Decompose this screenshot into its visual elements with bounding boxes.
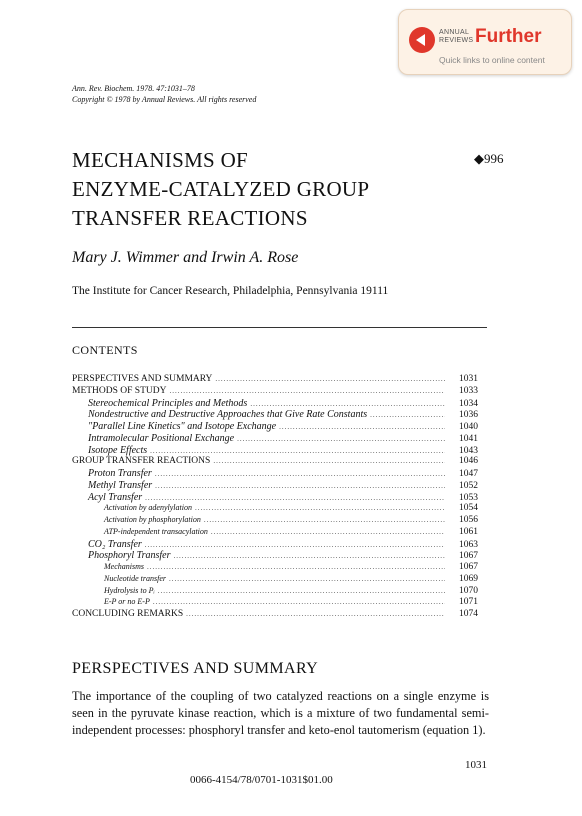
- toc-entry-page: 1036: [459, 410, 478, 421]
- toc-entry-page: 1034: [459, 398, 478, 409]
- toc-leader-dots: [250, 400, 445, 408]
- page-number: 1031: [465, 759, 487, 771]
- toc-entry[interactable]: [72, 527, 487, 539]
- toc-entry-label: Proton Transfer: [88, 468, 152, 479]
- toc-entry-label: Activation by adenylylation: [104, 503, 192, 513]
- toc-entry-page: 1031: [459, 374, 478, 384]
- footer-code: 0066-4154/78/0701-1031$01.00: [190, 774, 333, 786]
- toc-leader-dots: [370, 411, 445, 419]
- toc-entry-page: 1052: [459, 480, 478, 491]
- brand-line-2: REVIEWS: [439, 37, 474, 44]
- toc-leader-dots: [158, 587, 445, 595]
- toc-entry-label: Isotope Effects: [88, 444, 148, 456]
- journal-header: [72, 83, 256, 105]
- article-title: [72, 146, 432, 233]
- toc-entry[interactable]: [72, 492, 487, 504]
- toc-entry[interactable]: [72, 515, 487, 527]
- toc-entry-label: Activation by phosphorylation: [104, 515, 201, 524]
- toc-leader-dots: [237, 435, 445, 443]
- toc-entry[interactable]: [72, 597, 487, 609]
- toc-entry-label: GROUP TRANSFER REACTIONS: [72, 456, 211, 467]
- toc-entry[interactable]: [72, 433, 487, 445]
- toc-entry-label: Nucleotide transfer: [104, 573, 166, 583]
- toc-entry[interactable]: [72, 609, 487, 621]
- citation: Ann. Rev. Biochem. 1978. 47:1031–78: [72, 84, 195, 93]
- toc-entry-label: Phosphoryl Transfer: [88, 550, 171, 562]
- toc-leader-dots: [145, 494, 445, 502]
- toc-entry[interactable]: [72, 562, 487, 574]
- toc-entry-page: 1063: [459, 539, 478, 550]
- toc-entry[interactable]: [72, 374, 487, 386]
- divider: [72, 327, 487, 328]
- table-of-contents: [72, 374, 487, 621]
- toc-leader-dots: [153, 598, 445, 606]
- toc-entry-page: 1070: [459, 585, 478, 596]
- toc-entry-label: Stereochemical Principles and Methods: [88, 397, 248, 409]
- toc-entry-page: 1047: [459, 469, 478, 479]
- toc-leader-dots: [213, 457, 445, 465]
- toc-entry-page: 1046: [459, 456, 478, 467]
- toc-entry-page: 1041: [459, 433, 478, 444]
- toc-leader-dots: [204, 516, 445, 524]
- toc-entry[interactable]: [72, 539, 487, 551]
- toc-entry-page: 1067: [459, 551, 478, 562]
- toc-entry-label: "Parallel Line Kinetics" and Isotope Exchange: [88, 421, 277, 432]
- toc-entry[interactable]: [72, 480, 487, 492]
- toc-entry[interactable]: [72, 421, 487, 433]
- article-number: ◆996: [474, 151, 504, 166]
- toc-entry-label: Acyl Transfer: [88, 491, 143, 503]
- toc-entry[interactable]: [72, 468, 487, 480]
- toc-entry-label: ATP-independent transacylation: [104, 526, 208, 536]
- toc-leader-dots: [169, 387, 445, 395]
- annual-reviews-logo-text: [439, 29, 473, 45]
- toc-entry-label: E-P or no E-P: [104, 597, 150, 607]
- toc-entry[interactable]: [72, 550, 487, 562]
- toc-entry-label: Methyl Transfer: [88, 479, 153, 491]
- toc-entry[interactable]: [72, 445, 487, 457]
- toc-entry-label: Intramolecular Positional Exchange: [88, 432, 235, 444]
- toc-leader-dots: [211, 528, 445, 536]
- toc-entry-label: Nondestructive and Destructive Approaches that Give Rate Constants: [88, 409, 368, 421]
- title-line: TRANSFER REACTIONS: [72, 206, 308, 230]
- toc-entry-page: 1054: [459, 503, 478, 514]
- toc-entry-page: 1040: [459, 422, 478, 432]
- section-heading: PERSPECTIVES AND SUMMARY: [72, 660, 319, 677]
- toc-entry-page: 1074: [459, 609, 478, 619]
- title-line: MECHANISMS OF: [72, 148, 249, 172]
- toc-entry-page: 1061: [459, 526, 478, 537]
- toc-entry[interactable]: [72, 574, 487, 586]
- toc-entry[interactable]: [72, 456, 487, 468]
- toc-entry-page: 1071: [459, 597, 478, 608]
- further-tagline: Quick links to online content: [439, 55, 545, 65]
- affiliation: The Institute for Cancer Research, Philadelphia, Pennsylvania 19111: [72, 285, 389, 297]
- toc-leader-dots: [186, 610, 445, 618]
- annual-reviews-further-badge[interactable]: [398, 9, 572, 75]
- toc-entry-page: 1069: [459, 573, 478, 584]
- play-back-icon[interactable]: [409, 27, 435, 53]
- toc-entry-label: Hydrolysis to Pᵢ: [104, 585, 155, 595]
- toc-leader-dots: [279, 423, 445, 431]
- toc-leader-dots: [174, 552, 445, 560]
- toc-entry-label: METHODS OF STUDY: [72, 385, 167, 396]
- toc-entry-label: CONCLUDING REMARKS: [72, 609, 184, 619]
- toc-entry-page: 1067: [459, 562, 478, 572]
- toc-entry-page: 1056: [459, 515, 478, 525]
- toc-entry[interactable]: [72, 503, 487, 515]
- toc-leader-dots: [195, 504, 445, 512]
- contents-heading: CONTENTS: [72, 343, 138, 357]
- title-line: ENZYME-CATALYZED GROUP: [72, 177, 370, 201]
- toc-entry-page: 1053: [459, 492, 478, 503]
- toc-entry[interactable]: [72, 398, 487, 410]
- toc-leader-dots: [215, 375, 445, 383]
- further-label: Further: [475, 26, 542, 47]
- toc-entry[interactable]: [72, 586, 487, 598]
- toc-leader-dots: [150, 447, 445, 455]
- body-paragraph: The importance of the coupling of two catalyzed reactions on a single enzyme is seen in the pyruvate kinase reaction, which is a mixture of two fundamental semi-independent processes: phosphoryl transfer and keto-enol tautomerism (equation 1).: [72, 689, 489, 737]
- brand-line-1: ANNUAL: [439, 29, 470, 36]
- toc-leader-dots: [155, 482, 445, 490]
- toc-entry[interactable]: [72, 386, 487, 398]
- toc-entry-label: CO₂ Transfer: [88, 538, 142, 550]
- toc-entry-page: 1043: [459, 445, 478, 456]
- toc-entry-page: 1033: [459, 385, 478, 396]
- toc-entry-label: Mechanisms: [104, 562, 144, 571]
- toc-entry[interactable]: [72, 409, 487, 421]
- toc-leader-dots: [147, 563, 445, 571]
- toc-leader-dots: [169, 575, 445, 583]
- authors: Mary J. Wimmer and Irwin A. Rose: [72, 249, 299, 266]
- copyright: Copyright © 1978 by Annual Reviews. All rights reserved: [72, 95, 257, 104]
- toc-entry-label: PERSPECTIVES AND SUMMARY: [72, 374, 213, 384]
- toc-leader-dots: [145, 541, 445, 549]
- toc-leader-dots: [155, 470, 445, 478]
